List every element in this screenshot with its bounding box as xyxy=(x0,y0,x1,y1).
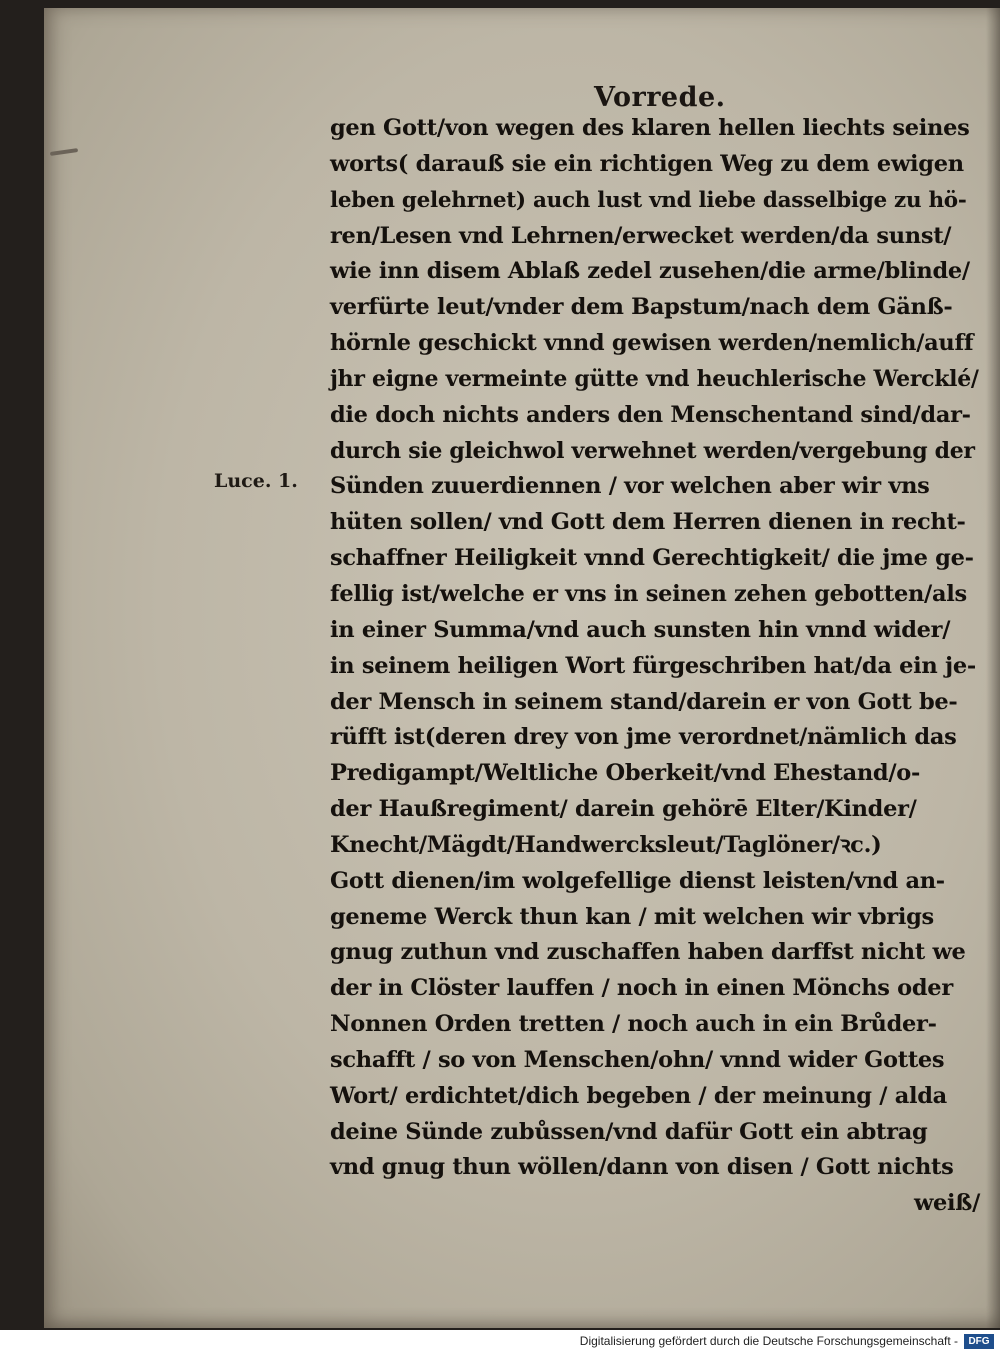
text-line: vnd gnug thun wöllen/dann von disen / Gott nichts xyxy=(330,1154,954,1181)
text-line: jhr eigne vermeinte gütte vnd heuchlerische Wercklé/ xyxy=(330,365,979,392)
text-line: Predigampt/Weltliche Oberkeit/vnd Ehestand/o- xyxy=(330,760,921,787)
text-line: Nonnen Orden tretten / noch auch in ein Brůder- xyxy=(330,1011,937,1038)
footer-credit: Digitalisierung gefördert durch die Deutsche Forschungsgemeinschaft - xyxy=(579,1334,958,1348)
text-line: worts( darauß sie ein richtigen Weg zu dem ewigen xyxy=(330,150,964,177)
running-head: Vorrede. xyxy=(594,82,726,113)
text-line: in seinem heiligen Wort fürgeschriben hat/da ein je- xyxy=(330,652,976,679)
text-line: durch sie gleichwol verwehnet werden/vergebung der xyxy=(330,437,975,464)
text-line: der Haußregiment/ darein gehörē Elter/Kinder/ xyxy=(330,796,917,823)
text-line: weiß/ xyxy=(913,1190,980,1217)
text-line: schaffner Heiligkeit vnnd Gerechtigkeit/ die jme ge- xyxy=(330,545,974,572)
text-line: schafft / so von Menschen/ohn/ vnnd wider Gottes xyxy=(330,1046,945,1073)
text-line: Sünden zuuerdiennen / vor welchen aber wir vns xyxy=(330,473,930,500)
text-line: geneme Werck thun kan / mit welchen wir vbrigs xyxy=(330,903,934,930)
text-line: der in Clöster lauffen / noch in einen Mönchs oder xyxy=(330,975,953,1002)
text-line: Wort/ erdichtet/dich begeben / der meinung / alda xyxy=(330,1082,947,1109)
body-text xyxy=(330,111,980,1222)
text-line: leben gelehrnet) auch lust vnd liebe dasselbige zu hö- xyxy=(330,187,967,213)
marginal-note: Luce. 1. xyxy=(214,470,298,492)
page-edge-shadow xyxy=(986,8,1000,1328)
text-line: verfürte leut/vnder dem Bapstum/nach dem Gänß- xyxy=(330,294,953,321)
text-line: Gott dienen/im wolgefellige dienst leisten/vnd an- xyxy=(330,867,945,894)
footer-bar xyxy=(0,1330,1000,1354)
text-line: hüten sollen/ vnd Gott dem Herren dienen in recht- xyxy=(330,509,966,536)
text-line: gnug zuthun vnd zuschaffen haben darffst nicht we xyxy=(330,939,966,966)
text-line: Knecht/Mägdt/Handwercksleut/Taglöner/ꝛc.) xyxy=(330,831,882,858)
text-line: fellig ist/welche er vns in seinen zehen gebotten/als xyxy=(330,580,967,607)
text-line: deine Sünde zubůssen/vnd dafür Gott ein abtrag xyxy=(330,1118,928,1145)
text-line: rüfft ist(deren drey von jme verordnet/nämlich das xyxy=(330,724,957,751)
text-line: hörnle geschickt vnnd gewisen werden/nemlich/auff xyxy=(330,330,974,357)
text-line: der Mensch in seinem stand/darein er von Gott be- xyxy=(330,688,958,715)
dfg-logo-icon: DFG xyxy=(964,1334,994,1349)
text-line: in einer Summa/vnd auch sunsten hin vnnd wider/ xyxy=(330,616,951,643)
text-line: ren/Lesen vnd Lehrnen/erwecket werden/da sunst/ xyxy=(330,222,952,249)
text-line: die doch nichts anders den Menschentand sind/dar- xyxy=(330,401,971,428)
text-line: gen Gott/von wegen des klaren hellen liechts seines xyxy=(330,115,970,141)
text-line: wie inn disem Ablaß zedel zusehen/die arme/blinde/ xyxy=(330,258,970,285)
